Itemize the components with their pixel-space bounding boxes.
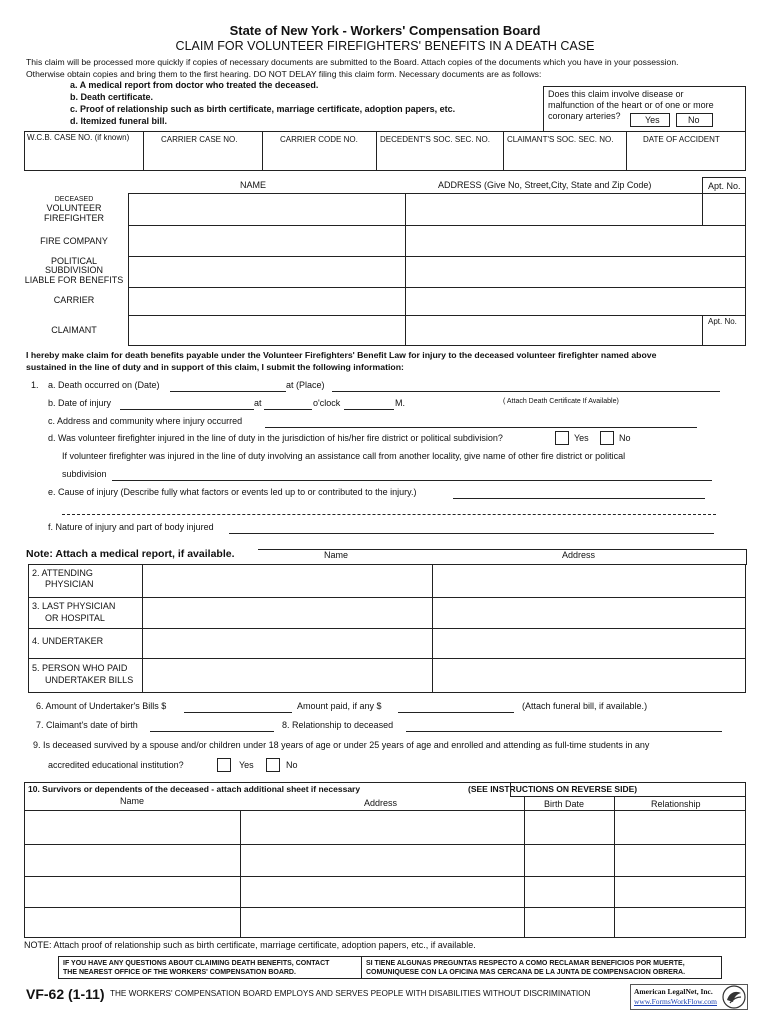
deceased-label-1: DECEASED (54, 196, 94, 203)
political-label-2: SUBDIVISION (44, 265, 103, 275)
other-subdivision-line[interactable] (112, 480, 712, 481)
intro-line-2: Otherwise obtain copies and bring them to the first hearing. DO NOT DELAY filing this claim form. Necessary documents are as follows: (26, 69, 542, 79)
medical-name-header: Name (324, 550, 349, 560)
person-paid-address-input[interactable] (435, 661, 743, 691)
q7-label: 7. Claimant's date of birth (36, 720, 138, 730)
undertaker-label: 4. UNDERTAKER (32, 636, 104, 646)
q6-label: 6. Amount of Undertaker's Bills $ (36, 701, 167, 711)
contact-english-2: THE NEAREST OFFICE OF THE WORKERS' COMPENSATION BOARD. (63, 969, 296, 976)
survivor-3-name-input[interactable] (27, 879, 237, 905)
q1b-m-label: M. (395, 398, 405, 408)
political-label-3: LIABLE FOR BENEFITS (24, 275, 124, 285)
q1d-no-label: No (619, 433, 631, 443)
political-name-input[interactable] (131, 259, 402, 285)
attending-name-input[interactable] (145, 567, 429, 595)
survivor-1-address-input[interactable] (243, 813, 521, 842)
apt-header: Apt. No. (708, 181, 741, 191)
q1e-label: e. Cause of injury (Describe fully what factors or events led up to or contributed to the injury.) (48, 487, 417, 497)
q8-label: 8. Relationship to deceased (282, 720, 394, 730)
doc-d: d. Itemized funeral bill. (70, 116, 168, 126)
death-date-line[interactable] (170, 391, 286, 392)
cause-line-1[interactable] (453, 498, 705, 499)
injury-time-line[interactable] (264, 409, 312, 410)
survivor-2-birth-input[interactable] (527, 847, 611, 874)
claimant-apt-input[interactable] (705, 328, 743, 344)
q9-label-2: accredited educational institution? (48, 760, 184, 770)
survivor-2-relationship-input[interactable] (617, 847, 743, 874)
q1d-other-locality: If volunteer firefighter was injured in the line of duty involving an assistance call from another locality, give name of other fire district or political (62, 451, 626, 461)
claimant-ssn-label: CLAIMANT'S SOC. SEC. NO. (507, 135, 614, 144)
intro-line-1: This claim will be processed more quickly if copies of necessary documents are submitted to the Board. Attach copies of the documents which you have in your possession. (26, 57, 679, 67)
carrier-label: CARRIER (53, 295, 95, 305)
death-place-line[interactable] (332, 391, 720, 392)
q1b-label: b. Date of injury (48, 398, 112, 408)
survivor-3-birth-input[interactable] (527, 879, 611, 905)
relationship-line[interactable] (406, 731, 722, 732)
survivor-4-name-input[interactable] (27, 910, 237, 936)
q1d-subdivision-label: subdivision (62, 469, 107, 479)
survivors-title: 10. Survivors or dependents of the deceased - attach additional sheet if necessary (28, 784, 361, 794)
claimant-name-input[interactable] (131, 318, 402, 344)
q6-paid-label: Amount paid, if any $ (297, 701, 382, 711)
undertaker-bills-line[interactable] (184, 712, 292, 713)
person-paid-label-2: UNDERTAKER BILLS (45, 675, 134, 685)
heart-question-line-1: Does this claim involve disease or (548, 89, 684, 99)
deceased-label-3: FIREFIGHTER (44, 213, 104, 223)
last-physician-label-1: 3. LAST PHYSICIAN (32, 601, 116, 611)
political-label-1: POLITICAL (50, 256, 97, 266)
claim-statement-2: sustained in the line of duty and in support of this claim, I submit the following information: (26, 362, 404, 372)
q6-attach-note: (Attach funeral bill, if available.) (522, 701, 648, 711)
q1a-place-label: at (Place) (286, 380, 325, 390)
attending-label-2: PHYSICIAN (45, 579, 94, 589)
q1d-no-checkbox[interactable] (600, 431, 614, 445)
name-header: NAME (240, 180, 267, 190)
q1d-yes-label: Yes (574, 433, 589, 443)
cause-line-2[interactable] (62, 514, 716, 515)
claimant-dob-line[interactable] (150, 731, 274, 732)
medical-report-note: Note: Attach a medical report, if available. (26, 548, 235, 560)
attending-address-input[interactable] (435, 567, 743, 595)
survivors-birth-header: Birth Date (544, 799, 585, 809)
last-physician-label-2: OR HOSPITAL (45, 613, 105, 623)
heart-yes-label: Yes (645, 115, 660, 125)
q1f-label: f. Nature of injury and part of body injured (48, 522, 214, 532)
q1d-label: d. Was volunteer firefighter injured in the line of duty in the jurisdiction of his/her fire district or political subdivision? (48, 433, 503, 443)
amount-paid-line[interactable] (398, 712, 514, 713)
q1a-label: a. Death occurred on (Date) (48, 380, 160, 390)
person-paid-name-input[interactable] (145, 661, 429, 691)
undertaker-name-input[interactable] (145, 631, 429, 656)
fire-company-address-input[interactable] (408, 228, 743, 254)
carrier-address-input[interactable] (408, 290, 743, 313)
q1d-yes-checkbox[interactable] (555, 431, 569, 445)
injury-address-line[interactable] (265, 427, 697, 428)
form-title: State of New York - Workers' Compensation Board (229, 23, 541, 38)
q1b-oclock-label: o'clock (313, 398, 341, 408)
carrier-case-input[interactable] (147, 148, 259, 168)
address-header: ADDRESS (Give No, Street,City, State and Zip Code) (438, 180, 652, 190)
deceased-name-input[interactable] (131, 196, 402, 223)
claimant-address-input[interactable] (408, 318, 699, 344)
survivor-1-birth-input[interactable] (527, 813, 611, 842)
form-subtitle: CLAIM FOR VOLUNTEER FIREFIGHTERS' BENEFITS IN A DEATH CASE (175, 39, 595, 53)
q1-number: 1. (31, 380, 39, 390)
claim-statement-1: I hereby make claim for death benefits payable under the Volunteer Firefighters' Benefit Law for injury to the deceased volunteer firefighter named above (26, 350, 657, 360)
publisher-url[interactable]: www.FormsWorkFlow.com (634, 997, 718, 1006)
fire-company-name-input[interactable] (131, 228, 402, 254)
survivor-4-address-input[interactable] (243, 910, 521, 936)
deceased-address-input[interactable] (408, 196, 699, 223)
doc-b: b. Death certificate. (70, 92, 154, 102)
survivors-relationship-header: Relationship (651, 799, 701, 809)
q1c-label: c. Address and community where injury occurred (48, 416, 243, 426)
heart-question-line-3: coronary arteries? (548, 111, 621, 121)
claimant-apt-label: Apt. No. (708, 317, 737, 326)
survivor-3-address-input[interactable] (243, 879, 521, 905)
survivor-4-birth-input[interactable] (527, 910, 611, 936)
claimant-ssn-input[interactable] (507, 148, 623, 168)
political-address-input[interactable] (408, 259, 743, 285)
injury-date-line[interactable] (120, 409, 254, 410)
survivor-1-relationship-input[interactable] (617, 813, 743, 842)
attach-death-cert-note: ( Attach Death Certificate If Available) (503, 398, 619, 405)
deceased-label-2: VOLUNTEER (46, 203, 102, 213)
heart-no-label: No (688, 115, 700, 125)
heart-question-line-2: malfunction of the heart or of one or more (548, 100, 714, 110)
attending-label-1: 2. ATTENDING (32, 568, 93, 578)
relationship-proof-note: NOTE: Attach proof of relationship such as birth certificate, marriage certificate, adoption papers, etc., if available. (24, 940, 476, 950)
last-physician-name-input[interactable] (145, 600, 429, 626)
decedent-ssn-input[interactable] (380, 148, 500, 168)
survivor-2-address-input[interactable] (243, 847, 521, 874)
injury-ampm-line[interactable] (344, 409, 394, 410)
disability-statement: THE WORKERS' COMPENSATION BOARD EMPLOYS AND SERVES PEOPLE WITH DISABILITIES WITHOUT DISCRIMINATION (110, 989, 591, 998)
q9-label: 9. Is deceased survived by a spouse and/or children under 18 years of age or under 25 years of age and enrolled and attending as full-time students in any (33, 740, 650, 750)
nature-of-injury-line[interactable] (229, 533, 714, 534)
carrier-name-input[interactable] (131, 290, 402, 313)
carrier-code-label: CARRIER CODE NO. (280, 135, 358, 144)
survivor-2-name-input[interactable] (27, 847, 237, 874)
survivors-instructions: (SEE INSTRUCTIONS ON REVERSE SIDE) (468, 784, 638, 794)
q9-no-checkbox[interactable] (266, 758, 280, 772)
doc-c: c. Proof of relationship such as birth certificate, marriage certificate, adoption papers, etc. (70, 104, 456, 114)
survivors-address-header: Address (364, 798, 398, 808)
wcb-case-label: W.C.B. CASE NO. (if known) (27, 133, 130, 142)
contact-english-1: IF YOU HAVE ANY QUESTIONS ABOUT CLAIMING DEATH BENEFITS, CONTACT (63, 960, 330, 967)
carrier-case-label: CARRIER CASE NO. (161, 135, 238, 144)
contact-spanish-1: SI TIENE ALGUNAS PREGUNTAS RESPECTO A COMO RECLAMAR BENEFICIOS POR MUERTE, (366, 960, 685, 967)
survivor-1-name-input[interactable] (27, 813, 237, 842)
form-number: VF-62 (1-11) (26, 986, 105, 1002)
survivors-name-header: Name (120, 796, 145, 806)
claimant-label: CLAIMANT (51, 325, 97, 335)
carrier-code-input[interactable] (266, 148, 374, 168)
wcb-case-input[interactable] (28, 146, 141, 168)
doc-a: a. A medical report from doctor who treated the deceased. (70, 80, 319, 90)
accident-date-label: DATE OF ACCIDENT (643, 135, 720, 144)
deceased-apt-input[interactable] (705, 196, 743, 223)
medical-address-header: Address (562, 550, 596, 560)
q9-no-label: No (286, 760, 298, 770)
publisher-logo-icon (722, 985, 746, 1009)
decedent-ssn-label: DECEDENT'S SOC. SEC. NO. (380, 135, 490, 144)
q9-yes-label: Yes (239, 760, 254, 770)
person-paid-label-1: 5. PERSON WHO PAID (32, 663, 128, 673)
undertaker-address-input[interactable] (435, 631, 743, 656)
survivor-4-relationship-input[interactable] (617, 910, 743, 936)
last-physician-address-input[interactable] (435, 600, 743, 626)
fire-company-label: FIRE COMPANY (40, 236, 108, 246)
contact-spanish-2: COMUNIQUESE CON LA OFICINA MAS CERCANA DE LA JUNTA DE COMPENSACION OBRERA. (366, 969, 686, 976)
q9-yes-checkbox[interactable] (217, 758, 231, 772)
survivor-3-relationship-input[interactable] (617, 879, 743, 905)
publisher-name: American LegalNet, Inc. (634, 987, 713, 996)
q1b-at-label: at (254, 398, 262, 408)
accident-date-input[interactable] (630, 148, 742, 168)
